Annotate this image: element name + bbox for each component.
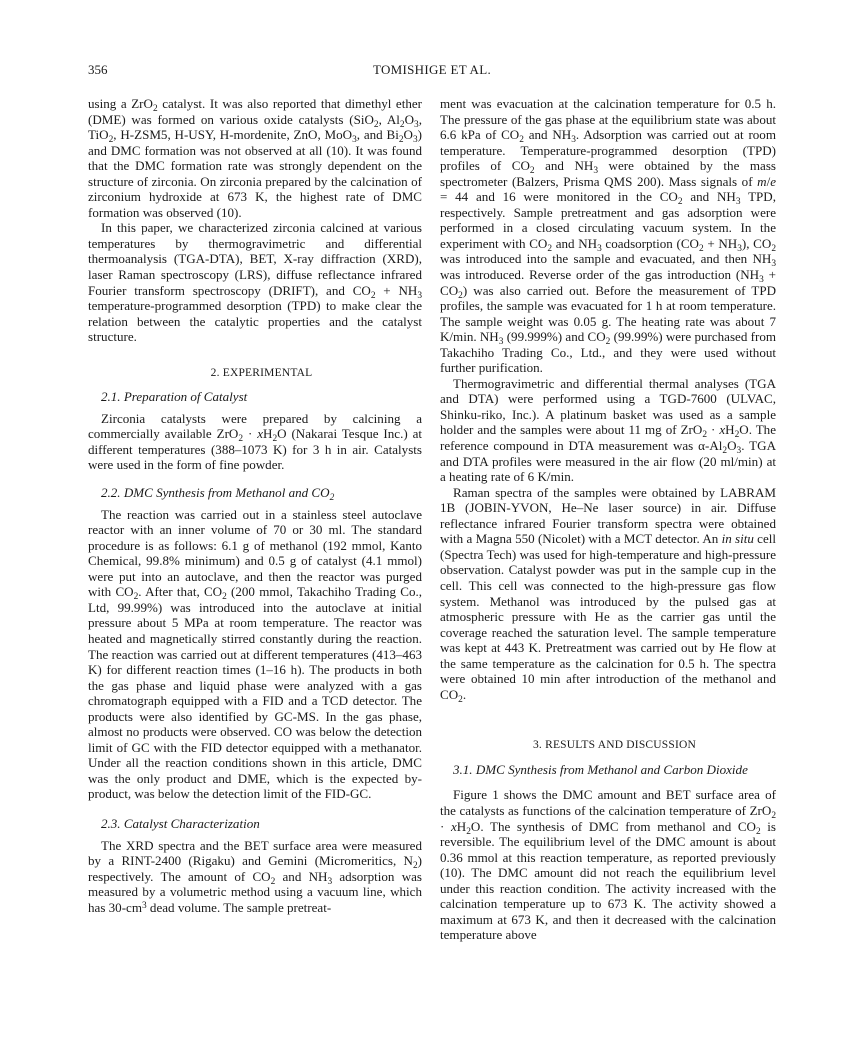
running-head: TOMISHIGE ET AL.	[372, 62, 492, 77]
right-column	[440, 96, 776, 943]
preparation-paragraph: Zirconia catalysts were prepared by calcining a commercially available $ZrO_2 \cdot xH_2O$ (Nakarai Tesque Inc.) at different temperatures (388–1073 K) for 3 h in air. Catalysts were used in the form of fine powder.	[88, 410, 422, 473]
page-header	[88, 62, 776, 80]
subsection-heading-preparation: 2.1. Preparation of Catalyst	[101, 389, 248, 405]
page-number: 356	[88, 62, 108, 77]
subsection-heading-dmc-synthesis: 2.2. DMC Synthesis from Methanol and $CO_2$	[101, 485, 335, 504]
dmc-synthesis-paragraph: The reaction was carried out in a stainless steel autoclave reactor with an inner volume of 70 or 30 ml. The standard procedure is as follows: 6.1 g of methanol (192 mmol, Kanto Chemical, 99.8% minimum) and 0.5 g of catalyst (4.1 mmol) were put into an autoclave, and then the reactor was purged with $CO_2$. After that, $CO_2$ (200 mmol, Takachiho Trading Co., Ltd, 99.99%) was introduced into the autoclave at initial pressure about 5 MPa at room temperature. The reactor was heated and magnetically stirred constantly during the reaction. The reaction was carried out at different temperatures (413–463 K) for different reaction times (1–16 h). The products in both the gas phase and liquid phase were analyzed with a gas chromatograph equipped with a FID and a TCD detector. The products were also identified by GC-MS. In the gas phase, almost no products were observed. CO was below the detection limit of GC with the FID detector equipped with a methanator. Under all the reaction conditions shown in this article, DMC was the only product and DME, which is the expected by-product, was below the detection limit of the FID-GC.	[88, 506, 422, 802]
subsection-heading-dmc-results: 3.1. DMC Synthesis from Methanol and Carbon Dioxide	[453, 761, 748, 777]
characterization-paragraph: The XRD spectra and the BET surface area were measured by a RINT-2400 (Rigaku) and Gemini (Micromeritics, $N_2$) respectively. The amount of $CO_2$ and $NH_3$ adsorption was measured by a volumetric method using a vacuum line, which has $30-cm^3$ dead volume. The sample pretreat-	[88, 837, 422, 915]
dmc-results-paragraph: Figure 1 shows the DMC amount and BET surface area of the catalysts as functions of the calcination temperature of $ZrO_2 \cdot xH_2O$. The synthesis of DMC from methanol and $CO_2$ is reversible. The equilibrium level of the DMC amount is about 0.36 mmol at this reaction temperature, as reported previously (10). The DMC amount did not reach the equilibrium level under this reaction condition. The activity increased with the calcination temperature up to 673 K. The activity showed a maximum at 673 K, and then it decreased with the calcination temperature above	[440, 787, 777, 943]
left-column	[88, 96, 422, 915]
subsection-heading-characterization: 2.3. Catalyst Characterization	[101, 815, 260, 831]
tga-dta-paragraph: Thermogravimetric and differential thermal analyses (TGA and DTA) were performed using a TGD-7600 (ULVAC, Shinku-riko, Inc.). A platinum basket was used as a sample holder and the samples were about 11 mg of $ZrO_2 \cdot xH_2O$. The reference compound in DTA measurement was $\alpha-Al_2O_3$. TGA and DTA profiles were measured in the air flow (20 ml/min) at a heating rate of 6 K/min.	[440, 375, 776, 485]
raman-drift-paragraph: Raman spectra of the samples were obtained by LABRAM 1B (JOBIN-YVON, He–Ne laser source) in air. Diffuse reflectance infrared Fourier transform spectra were obtained with a Magna 550 (Nicolet) with a MCT detector. An in situ cell (Spectra Tech) was used for high-temperature and high-pressure observation. Catalyst powder was put in the sample cup in the cell. This cell was connected to the high-pressure gas flow system. Methanol was introduced by the pulsed gas at atmospheric pressure with He as the carrier gas until the coverage reached the saturation level. The sample temperature was kept at 443 K. Pretreatment was carried out by He flow at the same temperature as the calcination for 0.5 h. The spectra were obtained 10 min after introduction of the methanol and $CO_2$.	[440, 484, 776, 705]
intro-paragraph-2: In this paper, we characterized zirconia calcined at various temperatures by thermogravimetric and differential thermoanalysis (TGA-DTA), BET, X-ray diffraction (XRD), laser Raman spectroscopy (LRS), diffuse reflectance infrared Fourier transform spectroscopy (DRIFT), and $CO_2 + NH_3$ temperature-programmed desorption (TPD) to make clear the relation between the catalytic properties and the catalyst structure.	[88, 220, 422, 345]
tpd-paragraph: ment was evacuation at the calcination temperature for 0.5 h. The pressure of the gas phase at the equilibrium state was about 6.6 kPa of $CO_2$ and $NH_3$. Adsorption was carried out at room temperature. Temperature-programmed desorption (TPD) profiles of $CO_2$ and $NH_3$ were obtained by the mass spectrometer (Balzers, Prisma QMS 200). Mass signals of m/e = 44 and 16 were monitored in the $CO_2$ and $NH_3$ TPD, respectively. Sample pretreatment and gas adsorption were performed in a closed circulating vacuum system. In the experiment with $CO_2$ and $NH_3$ coadsorption $(CO_2 + NH_3)$, $CO_2$ was introduced into the sample and evacuated, and then $NH_3$ was introduced. Reverse order of the gas introduction $(NH_3 + CO_2)$ was also carried out. Before the measurement of TPD profiles, the sample was evacuated for 1 h at room temperature. The sample weight was 0.05 g. The heating rate was about 7 K/min. $NH_3$ (99.999%) and $CO_2$ (99.99%) were purchased from Takachiho Trading Co., Ltd., and they were used without further purification.	[440, 96, 776, 376]
intro-paragraph-1: using a ZrO$_2$ catalyst. It was also reported that dimethyl ether (DME) was formed on various oxide catalysts (SiO$_2$, $Al_2O_3$, TiO$_2$, H-ZSM5, H-USY, H-mordenite, ZnO, MoO$_3$, and $Bi_2O_3$) and DMC formation was not observed at all (10). It was found that the DMC formation rate was strongly dependent on the structure of zirconia. On zirconia prepared by the calcination of zirconium hydroxide at 673 K, the highest rate of DMC formation was observed (10).	[88, 96, 423, 220]
section-heading-results: 3. RESULTS AND DISCUSSION	[532, 739, 697, 752]
section-heading-experimental: 2. EXPERIMENTAL	[210, 366, 313, 379]
